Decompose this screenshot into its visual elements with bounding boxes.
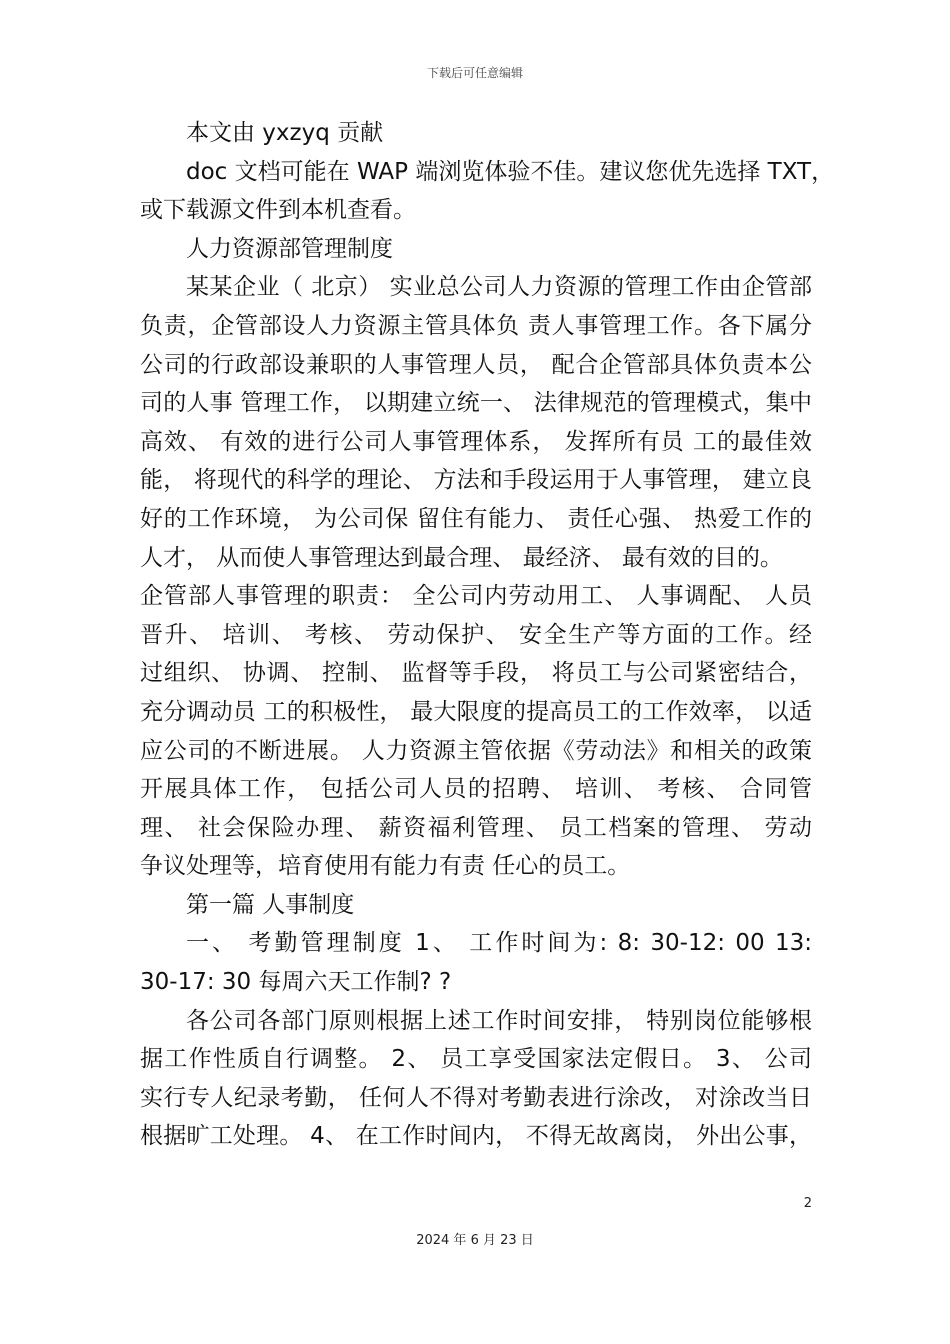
text-line: 司的人事 管理工作， 以期建立统一、 法律规范的管理模式，集中: [140, 390, 812, 417]
text-line: 理、 社会保险办理、 薪资福利管理、 员工档案的管理、 劳动: [140, 814, 812, 841]
text-line: 实行专人纪录考勤， 任何人不得对考勤表进行涂改， 对涂改当日: [140, 1084, 812, 1111]
section-title: 第一篇 人事制度: [186, 891, 355, 918]
text-line: 好的工作环境， 为公司保 留住有能力、 责任心强、 热爱工作的: [140, 505, 812, 532]
text-line: 企管部人事管理的职责： 全公司内劳动用工、 人事调配、 人员: [140, 583, 812, 610]
text-line: 本文由 yxzyq 贡献: [186, 120, 384, 146]
text-line: 人才， 从而使人事管理达到最合理、 最经济、 最有效的目的。: [140, 544, 783, 571]
text-line: 各公司各部门原则根据上述工作时间安排， 特别岗位能够根: [186, 1007, 812, 1034]
text-line: 据工作性质自行调整。 2、 员工享受国家法定假日。 3、 公司: [140, 1046, 812, 1073]
footer-date: 2024 年 6 月 23 日: [416, 1233, 534, 1248]
page-header: 下载后可任意编辑: [426, 66, 523, 80]
page-number: 2: [803, 1196, 812, 1211]
text-line: 开展具体工作， 包括公司人员的招聘、 培训、 考核、 合同管: [140, 776, 812, 803]
text-line: doc 文档可能在 WAP 端浏览体验不佳。建议您优先选择 TXT，: [186, 158, 835, 185]
text-line: 某某企业（ 北京） 实业总公司人力资源的管理工作由企管部: [186, 274, 812, 301]
text-line: 应公司的不断进展。 人力资源主管依据《劳动法》和相关的政策: [140, 737, 812, 764]
text-line: 能， 将现代的科学的理论、 方法和手段运用于人事管理， 建立良: [140, 467, 812, 494]
document-body: [140, 114, 835, 1156]
text-line: 或下载源文件到本机查看。: [140, 197, 416, 224]
section-title: 人力资源部管理制度: [186, 235, 393, 262]
text-line: 晋升、 培训、 考核、 劳动保护、 安全生产等方面的工作。经: [140, 621, 812, 648]
text-line: 一、 考勤管理制度 1、 工作时间为: 8: 30-12: 00 13:: [186, 930, 812, 957]
text-line: 根据旷工处理。 4、 在工作时间内， 不得无故离岗， 外出公事，: [140, 1123, 812, 1150]
text-line: 负责，企管部设人力资源主管具体负 责人事管理工作。各下属分: [140, 312, 812, 339]
text-line: 高效、 有效的进行公司人事管理体系， 发挥所有员 工的最佳效: [140, 428, 812, 455]
text-line: 公司的行政部设兼职的人事管理人员， 配合企管部具体负责本公: [140, 351, 812, 378]
text-line: 过组织、 协调、 控制、 监督等手段， 将员工与公司紧密结合，: [140, 660, 812, 687]
text-line: 充分调动员 工的积极性， 最大限度的提高员工的工作效率， 以适: [140, 698, 812, 725]
text-line: 30-17: 30 每周六天工作制? ?: [140, 969, 452, 996]
text-line: 争议处理等，培育使用有能力有责 任心的员工。: [140, 853, 631, 880]
